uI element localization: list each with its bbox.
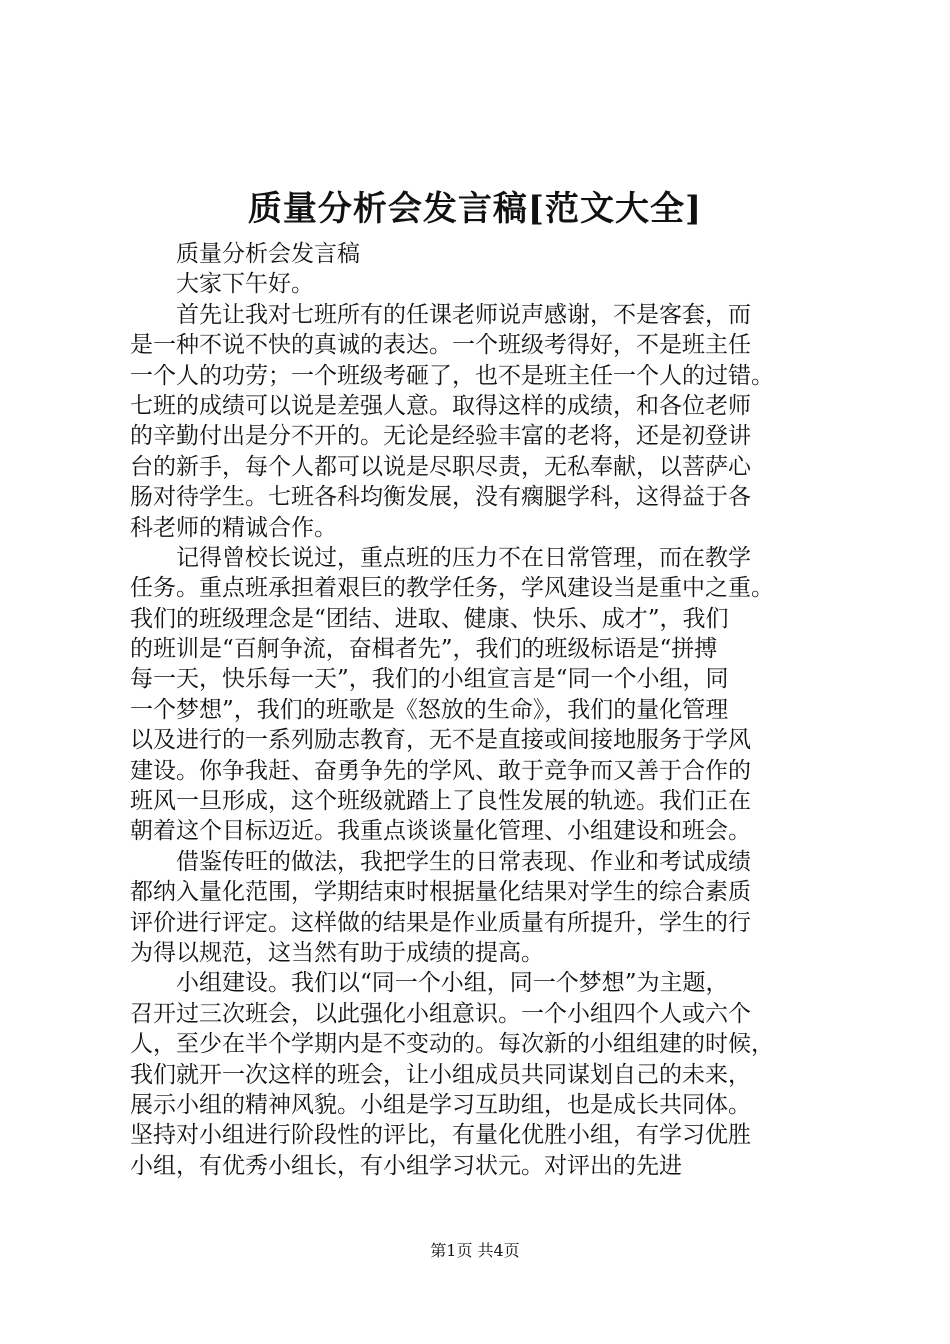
text-line: 建设。你争我赶、奋勇争先的学风、敢于竞争而又善于合作的 [130,757,751,784]
text-line: 小组建设。我们以“同一个小组，同一个梦想”为主题， [130,970,729,997]
text-line: 科老师的精诚合作。 [130,514,337,541]
text-line: 七班的成绩可以说是差强人意。取得这样的成绩，和各位老师 [130,392,751,419]
text-line: 为得以规范，这当然有助于成绩的提高。 [130,939,544,966]
text-line: 每一天，快乐每一天”，我们的小组宣言是“同一个小组，同 [130,666,729,693]
text-line: 的班训是“百舸争流，奋楫者先”，我们的班级标语是“拼搏 [130,636,718,663]
text-line: 都纳入量化范围，学期结束时根据量化结果对学生的综合素质 [130,879,751,906]
text-line: 肠对待学生。七班各科均衡发展，没有瘸腿学科，这得益于各 [130,484,751,511]
document-title: 质量分析会发言稿[范文大全] [247,189,703,229]
text-line: 首先让我对七班所有的任课老师说声感谢，不是客套，而 [130,301,751,328]
text-line: 以及进行的一系列励志教育，无不是直接或间接地服务于学风 [130,727,751,754]
text-line: 朝着这个目标迈近。我重点谈谈量化管理、小组建设和班会。 [130,818,751,845]
text-line: 评价进行评定。这样做的结果是作业质量有所提升，学生的行 [130,909,751,936]
text-line: 班风一旦形成，这个班级就踏上了良性发展的轨迹。我们正在 [130,788,751,815]
text-line: 人，至少在半个学期内是不变动的。每次新的小组组建的时候， [130,1031,774,1058]
text-line: 我们就开一次这样的班会，让小组成员共同谋划自己的未来， [130,1061,751,1088]
text-line: 质量分析会发言稿 [130,241,360,267]
text-line: 一个人的功劳；一个班级考砸了，也不是班主任一个人的过错。 [130,362,774,389]
page-number-footer: 第1页 共4页 [430,1241,520,1260]
text-line: 借鉴传旺的做法，我把学生的日常表现、作业和考试成绩 [130,848,751,875]
text-line: 召开过三次班会，以此强化小组意识。一个小组四个人或六个 [130,1000,751,1027]
document-body [130,239,850,1181]
text-line: 展示小组的精神风貌。小组是学习互助组，也是成长共同体。 [130,1091,751,1118]
text-line: 记得曾校长说过，重点班的压力不在日常管理，而在教学 [130,544,751,571]
text-line: 坚持对小组进行阶段性的评比，有量化优胜小组，有学习优胜 [130,1122,751,1149]
text-line: 是一种不说不快的真诚的表达。一个班级考得好，不是班主任 [130,332,751,359]
text-line: 我们的班级理念是“团结、进取、健康、快乐、成才”，我们 [130,605,729,632]
text-line: 大家下午好。 [130,271,314,298]
text-line: 台的新手，每个人都可以说是尽职尽责，无私奉献，以菩萨心 [130,453,751,480]
text-line: 的辛勤付出是分不开的。无论是经验丰富的老将，还是初登讲 [130,423,751,450]
text-line: 任务。重点班承担着艰巨的教学任务，学风建设当是重中之重。 [130,575,774,602]
text-line: 一个梦想”，我们的班歌是《怒放的生命》，我们的量化管理 [130,696,729,723]
text-line: 小组，有优秀小组长，有小组学习状元。对评出的先进 [130,1152,682,1179]
